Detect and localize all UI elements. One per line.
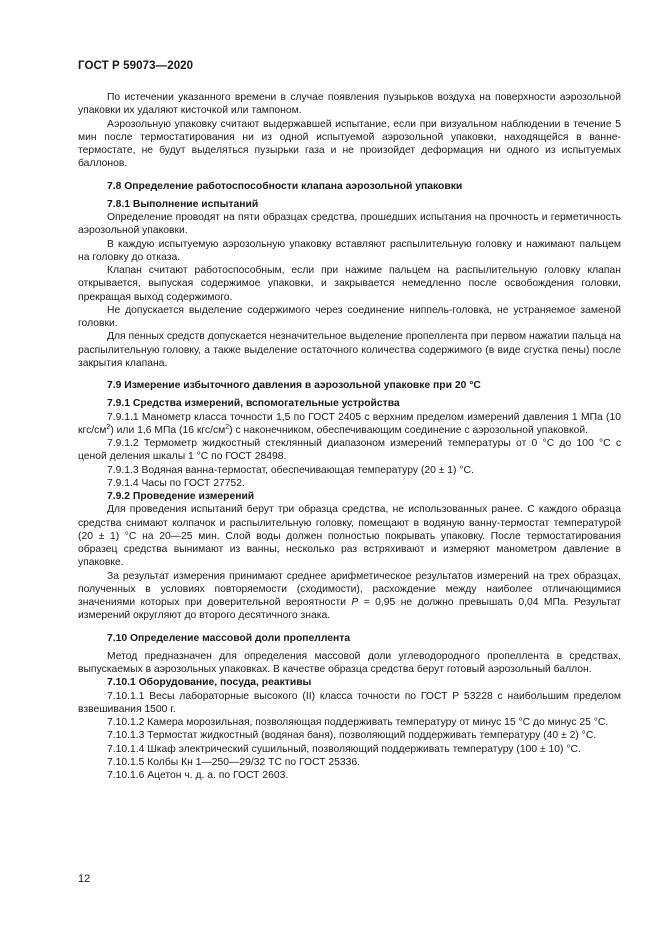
subsection-heading-7-8-1: 7.8.1 Выполнение испытаний [107, 198, 259, 210]
paragraph: Для проведения испытаний берут три образца средства, не использованных ранее. С каждого образца средства снимают колпачок и распылительную головку, помещают в водяную ванну-термостат температурой (20 ± 1) °С на 20—25 мин. Слой воды должен полностью покрывать упаковку. После термостатирования образец средства вынимают из ванны, несколько раз встряхивают и измеряют манометром давление в упаковке. [78, 504, 621, 569]
paragraph: Определение проводят на пяти образцах средства, прошедших испытания на прочность и герметичность аэрозольной упаковки. [78, 212, 621, 237]
paragraph-result [78, 570, 621, 623]
paragraph: Для пенных средств допускается незначительное выделение пропеллента при первом нажатии пальца на распылительную головку, а также выделение остаточного количества содержимого (в виде сгустка пены) после закрытия клапана. [78, 331, 621, 369]
section-heading-7-10: 7.10 Определение массовой доли пропеллента [107, 632, 351, 644]
paragraph: 7.10.1.4 Шкаф электрический сушильный, позволяющий поддерживать температуру (100 ± 10) °С. [107, 743, 581, 755]
document-code-header: ГОСТ Р 59073—2020 [78, 60, 194, 72]
text-run: ) с наконечником, обеспечивающим соединение с аэрозольной упаковкой. [229, 424, 589, 436]
paragraph: Клапан считают работоспособным, если при нажиме пальцем на распылительную головку клапан открывается, выпуская содержимое упаковки, и закрывается немедленно после освобождения головки, прекращая выход содержимого. [78, 265, 621, 303]
subsection-heading-7-9-2: 7.9.2 Проведение измерений [107, 491, 255, 502]
paragraph: Метод предназначен для определения массовой доли углеводородного пропеллента в средствах, выпускаемых в аэрозольных упаковках. В качестве образца средства берут готовый аэрозольный баллон. [78, 650, 621, 675]
paragraph: 7.10.1.2 Камера морозильная, позволяющая поддерживать температуру от минус 15 °С до минус 25 °С. [107, 717, 609, 728]
paragraph: В каждую испытуемую аэрозольную упаковку вставляют распылительную головку и нажимают пальцем на головку до отказа. [78, 238, 621, 263]
superscript: 2 [225, 423, 230, 431]
text-run: ) или 1,6 МПа (16 кгс/см [110, 424, 226, 436]
paragraph: 7.10.1.1 Весы лабораторные высокого (II) класса точности по ГОСТ Р 53228 с наибольшим пределом взвешивания 1500 г. [78, 690, 621, 715]
paragraph: По истечении указанного времени в случае появления пузырьков воздуха на поверхности аэрозольной упаковки их удаляют кисточкой или тампоном. [78, 92, 621, 117]
subsection-heading-7-10-1: 7.10.1 Оборудование, посуда, реактивы [107, 677, 312, 689]
section-heading-7-8: 7.8 Определение работоспособности клапана аэрозольной упаковки [107, 180, 463, 192]
subsection-heading-7-9-1: 7.9.1 Средства измерений, вспомогательные устройства [107, 398, 400, 410]
paragraph: 7.9.1.4 Часы по ГОСТ 27752. [107, 477, 245, 489]
document-body [78, 91, 621, 782]
text-run: За результат измерения принимают среднее арифметическое результатов измерений на трех образцах, полученных в условиях повторяемости (сходимости), расхождение между наиболее отличающимися значениями которых при доверительной вероятности [78, 570, 621, 608]
paragraph: 7.9.1.3 Водяная ванна-термостат, обеспечивающая температуру (20 ± 1) °С. [107, 464, 474, 476]
paragraph: Не допускается выделение содержимого через соединение ниппель-головка, не устраняемое заменой головки. [78, 304, 621, 329]
paragraph: 7.10.1.3 Термостат жидкостный (водяная баня), позволяющий поддерживать температуру (40 ± 2) °С. [107, 730, 597, 742]
page-number: 12 [78, 873, 91, 885]
text-run: 7.9.1.1 Манометр класса точности 1,5 по ГОСТ 2405 с верхним пределом измерений давления 1 МПа (10 кгс/см [78, 411, 621, 436]
paragraph: 7.10.1.6 Ацетон ч. д. а. по ГОСТ 2603. [107, 770, 289, 781]
variable-p: Р [351, 597, 359, 608]
paragraph: 7.10.1.5 Колбы Кн 1—250—29/32 ТС по ГОСТ 25336. [107, 756, 361, 768]
paragraph-manometer [78, 411, 621, 438]
paragraph: Аэрозольную упаковку считают выдержавшей испытание, если при визуальном наблюдении в течение 5 мин после термостатирования ни из одной испытуемой аэрозольной упаковки, находящейся в ванне-термостате, не будут выделяться пузырьки газа и не произойдет деформация ни одного из испытуемых баллонов. [78, 118, 621, 170]
paragraph: 7.9.1.2 Термометр жидкостный стеклянный диапазоном измерений температуры от 0 °С до 100 °С с ценой деления шкалы 1 °С по ГОСТ 28498. [78, 438, 621, 463]
text-run: = 0,95 не должно превышать 0,04 МПа. Результат измерений округляют до второго десятичного знака. [78, 597, 621, 622]
superscript: 2 [106, 423, 111, 431]
section-heading-7-9: 7.9 Измерение избыточного давления в аэрозольной упаковке при 20 °С [107, 380, 481, 391]
